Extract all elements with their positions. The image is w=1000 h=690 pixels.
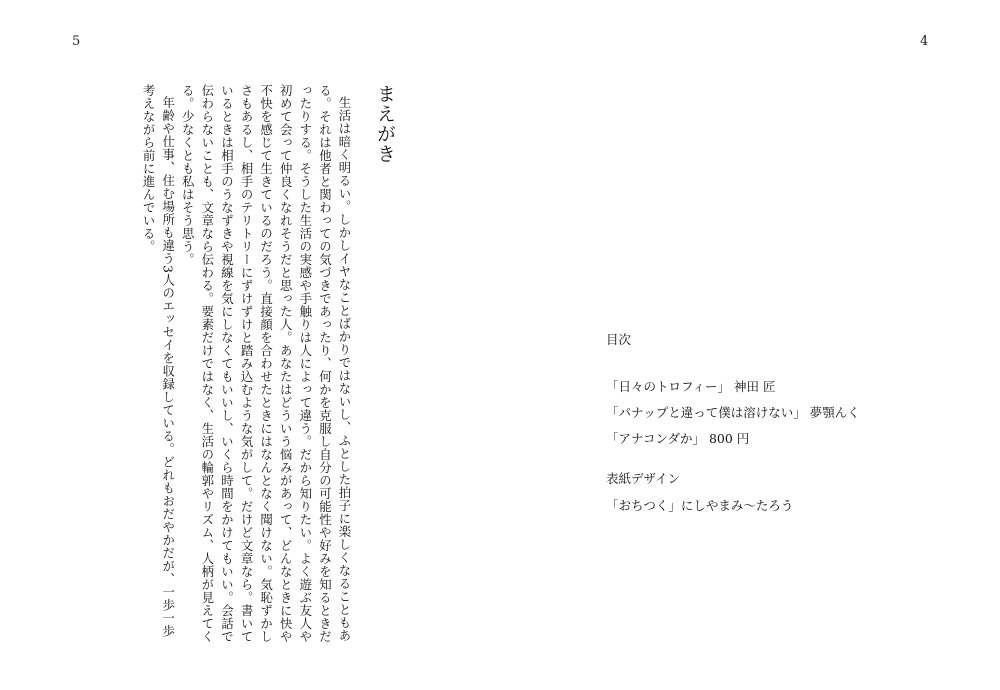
page-number-right: 4 [920, 34, 929, 49]
preface-section [128, 84, 400, 644]
toc-entry-3: 「アナコンダか」 800 円 [606, 431, 750, 446]
cover-design-credit: 「おちつく」にしやまみ〜たろう [606, 498, 794, 513]
preface-title: まえがき [374, 84, 396, 164]
preface-paragraph-1: 生活は暗く明るい。しかしイヤなことばかりではないし、ふとした拍子に楽しくなることもある。それは他者と関わっての気づきであったり、何かを克服し自分の可能性や好みを知るときだったりする。そうした生活の実感や手触りは人によって違う。だから知りたい。よく遊ぶ友人や初めて会って仲良くなれそうだと思った人。あなたはどういう悩みがあって、どんなときに快や不快を感じて生きているのだろう。直接顔を合わせたときにはなんとなく聞けない。気恥ずかしさもあるし、相手のテリトリーにずけずけと踏み込むような気がして。だけど文章なら。書いているときは相手のうなずきや視線を気にしなくてもいいし、いくら時間をかけてもいい。会話で伝わらないことも、文章なら伝わる。要素だけではなく、生活の輪郭やリズム、人柄が見えてくる。少なくとも私はそう思う。 [180, 84, 352, 643]
cover-design-heading: 表紙デザイン [606, 471, 681, 486]
toc-entry-2: 「パナップと違って僕は溶けない」 夢顎んく [606, 405, 860, 420]
toc-heading: 目次 [606, 332, 632, 347]
table-of-contents [606, 331, 860, 515]
toc-entry-1: 「日々のトロフィー」 神田 匠 [606, 379, 776, 394]
page-number-left: 5 [72, 34, 81, 49]
preface-paragraph-2: 年齢や仕事、住む場所も違う3人のエッセイを収録している。どれもおだやかだが、一歩一歩考えながら前に進んでいる。 [141, 84, 176, 638]
